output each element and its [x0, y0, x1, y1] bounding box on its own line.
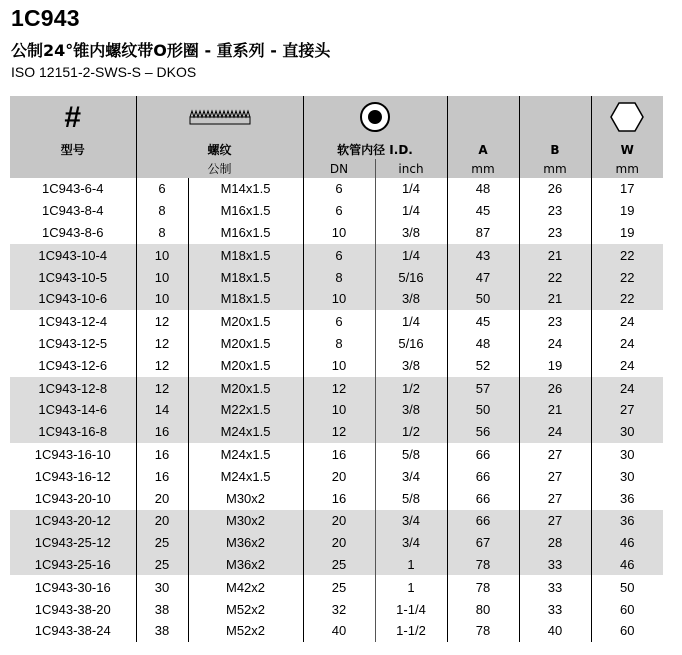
size-cell: 16: [136, 465, 188, 487]
dn-cell: 25: [303, 576, 375, 598]
table-row: [10, 509, 663, 531]
part-number-cell: 1C943-30-16: [10, 576, 136, 598]
b-cell: 23: [519, 310, 591, 332]
part-number-header-icon-cell: [10, 96, 136, 140]
standard-reference: ISO 12151-2-SWS-S – DKOS: [11, 64, 197, 80]
thread-cell: M22x1.5: [188, 399, 303, 421]
b-cell: 26: [519, 178, 591, 200]
thread-cell: M52x2: [188, 598, 303, 620]
w-cell: 30: [591, 443, 663, 465]
w-cell: 30: [591, 421, 663, 443]
part-number-cell: 1C943-10-6: [10, 288, 136, 310]
size-cell: 16: [136, 421, 188, 443]
table-row: [10, 377, 663, 399]
a-cell: 66: [447, 509, 519, 531]
thread-cell: M16x1.5: [188, 200, 303, 222]
b-cell: 23: [519, 222, 591, 244]
page-title: 1C943: [11, 5, 80, 31]
dn-cell: 16: [303, 487, 375, 509]
b-cell: 24: [519, 421, 591, 443]
b-cell: 24: [519, 333, 591, 355]
w-cell: 24: [591, 377, 663, 399]
a-cell: 87: [447, 222, 519, 244]
a-header: A: [447, 140, 519, 159]
b-cell: 22: [519, 266, 591, 288]
dn-cell: 16: [303, 443, 375, 465]
table-row: [10, 244, 663, 266]
w-unit-subheader: mm: [591, 159, 663, 178]
table-row: [10, 178, 663, 200]
inch-cell: 1: [375, 576, 447, 598]
a-cell: 66: [447, 487, 519, 509]
table-row: [10, 310, 663, 332]
b-header-icon-cell: [519, 96, 591, 140]
w-cell: 24: [591, 310, 663, 332]
w-cell: 19: [591, 222, 663, 244]
thread-cell: M18x1.5: [188, 288, 303, 310]
inch-cell: 1/2: [375, 421, 447, 443]
size-cell: 12: [136, 333, 188, 355]
w-cell: 36: [591, 509, 663, 531]
w-cell: 46: [591, 532, 663, 554]
a-cell: 47: [447, 266, 519, 288]
thread-header-icon-cell: [136, 96, 303, 140]
w-cell: 36: [591, 487, 663, 509]
part-number-cell: 1C943-25-12: [10, 532, 136, 554]
b-cell: 33: [519, 598, 591, 620]
size-cell: 30: [136, 576, 188, 598]
inch-cell: 3/8: [375, 288, 447, 310]
thread-cell: M24x1.5: [188, 465, 303, 487]
thread-cell: M14x1.5: [188, 178, 303, 200]
a-cell: 45: [447, 310, 519, 332]
thread-cell: M42x2: [188, 576, 303, 598]
table-row: [10, 576, 663, 598]
size-cell: 38: [136, 598, 188, 620]
w-cell: 19: [591, 200, 663, 222]
part-number-cell: 1C943-8-4: [42, 203, 104, 219]
thread-cell: M30x2: [188, 509, 303, 531]
table-row: [10, 465, 663, 487]
dn-cell: 10: [303, 399, 375, 421]
part-number-cell: 1C943-10-5: [10, 266, 136, 288]
a-unit-subheader: mm: [447, 159, 519, 178]
table-row: [10, 443, 663, 465]
size-cell: 8: [136, 200, 188, 222]
w-cell: 30: [591, 465, 663, 487]
hose-id-header-icon-cell: [303, 96, 447, 140]
b-cell: 21: [519, 399, 591, 421]
dn-cell: 6: [303, 310, 375, 332]
size-cell: 38: [136, 620, 188, 642]
part-number-cell: 1C943-14-6: [10, 399, 136, 421]
w-cell: 22: [591, 244, 663, 266]
hose-bore-icon: [359, 101, 391, 136]
b-unit-subheader: mm: [519, 159, 591, 178]
inch-cell: 3/4: [375, 509, 447, 531]
part-number-cell: 1C943-16-10: [10, 443, 136, 465]
table-row: [10, 288, 663, 310]
thread-header: 螺纹: [136, 140, 303, 159]
dn-cell: 12: [303, 377, 375, 399]
a-cell: 57: [447, 377, 519, 399]
thread-cell: M20x1.5: [188, 377, 303, 399]
part-number-cell: 1C943-8-6: [42, 224, 104, 240]
part-number-cell: 1C943-20-12: [10, 509, 136, 531]
size-cell: 10: [136, 288, 188, 310]
w-cell: 27: [591, 399, 663, 421]
thread-icon: [189, 109, 251, 128]
inch-cell: 5/8: [375, 487, 447, 509]
inch-cell: 3/8: [375, 354, 447, 376]
dn-cell: 20: [303, 509, 375, 531]
part-number-subheader: [10, 159, 136, 178]
thread-cell: M20x1.5: [188, 333, 303, 355]
w-cell: 60: [591, 620, 663, 642]
size-cell: 14: [136, 399, 188, 421]
thread-cell: M52x2: [188, 620, 303, 642]
inch-cell: 1/4: [375, 244, 447, 266]
thread-cell: M18x1.5: [188, 244, 303, 266]
page-subtitle: 公制24°锥内螺纹带O形圈 - 重系列 - 直接头: [11, 41, 331, 60]
a-cell: 66: [447, 443, 519, 465]
size-cell: 8: [136, 222, 188, 244]
b-cell: 28: [519, 532, 591, 554]
thread-cell: M24x1.5: [188, 421, 303, 443]
hexagon-icon: [610, 101, 644, 136]
dn-cell: 6: [303, 200, 375, 222]
spec-table: [10, 96, 663, 642]
inch-subheader: inch: [375, 159, 447, 178]
hash-icon: #: [64, 101, 82, 134]
dn-cell: 25: [303, 554, 375, 576]
thread-cell: M18x1.5: [188, 266, 303, 288]
b-cell: 19: [519, 354, 591, 376]
b-cell: 21: [519, 288, 591, 310]
w-cell: 46: [591, 554, 663, 576]
size-cell: 20: [136, 487, 188, 509]
dn-cell: 10: [303, 354, 375, 376]
w-cell: 50: [591, 576, 663, 598]
a-cell: 78: [447, 620, 519, 642]
w-cell: 60: [591, 598, 663, 620]
a-cell: 45: [447, 200, 519, 222]
w-cell: 17: [591, 178, 663, 200]
inch-cell: 5/16: [375, 333, 447, 355]
b-cell: 26: [519, 377, 591, 399]
part-number-cell: 1C943-20-10: [34, 490, 111, 506]
inch-cell: 3/8: [375, 222, 447, 244]
inch-cell: 1: [375, 554, 447, 576]
dn-cell: 6: [303, 244, 375, 266]
thread-cell: M24x1.5: [188, 443, 303, 465]
b-header: B: [519, 140, 591, 159]
b-cell: 21: [519, 244, 591, 266]
dn-cell: 10: [303, 222, 375, 244]
inch-cell: 3/4: [375, 465, 447, 487]
table-row: [10, 532, 663, 554]
w-cell: 22: [591, 288, 663, 310]
hose-id-header: 软管内径 I.D.: [303, 140, 447, 159]
table-row: [10, 421, 663, 443]
a-cell: 67: [447, 532, 519, 554]
a-cell: 52: [447, 354, 519, 376]
inch-cell: 3/8: [375, 399, 447, 421]
dn-cell: 8: [303, 333, 375, 355]
table-row: [10, 554, 663, 576]
table-row: [10, 266, 663, 288]
part-number-cell: 1C943-12-6: [38, 357, 108, 373]
b-cell: 40: [519, 620, 591, 642]
dn-cell: 32: [303, 598, 375, 620]
size-cell: 25: [136, 532, 188, 554]
thread-cell: M30x2: [188, 487, 303, 509]
part-number-cell: 1C943-16-8: [10, 421, 136, 443]
dn-cell: 20: [303, 465, 375, 487]
part-number-cell: 1C943-6-4: [42, 181, 104, 197]
a-cell: 66: [447, 465, 519, 487]
size-cell: 12: [136, 310, 188, 332]
size-cell: 20: [136, 509, 188, 531]
w-cell: 24: [591, 333, 663, 355]
w-cell: 24: [591, 354, 663, 376]
table-row: [10, 222, 663, 244]
table-row: [10, 399, 663, 421]
thread-cell: M16x1.5: [188, 222, 303, 244]
w-cell: 22: [591, 266, 663, 288]
part-number-cell: 1C943-12-8: [10, 377, 136, 399]
w-header-icon-cell: [591, 96, 663, 140]
size-cell: 12: [136, 377, 188, 399]
part-number-cell: 1C943-38-20: [34, 601, 111, 617]
part-number-cell: 1C943-10-4: [10, 244, 136, 266]
a-header-icon-cell: [447, 96, 519, 140]
size-cell: 25: [136, 554, 188, 576]
inch-cell: 3/4: [375, 532, 447, 554]
dn-subheader: DN: [303, 159, 375, 178]
a-cell: 78: [447, 554, 519, 576]
inch-cell: 1/2: [375, 377, 447, 399]
b-cell: 27: [519, 465, 591, 487]
b-cell: 33: [519, 576, 591, 598]
table-row: [10, 598, 663, 620]
dn-cell: 12: [303, 421, 375, 443]
size-cell: 16: [136, 443, 188, 465]
a-cell: 50: [447, 288, 519, 310]
thread-cell: M20x1.5: [188, 354, 303, 376]
table-row: [10, 333, 663, 355]
size-cell: 12: [136, 354, 188, 376]
part-number-cell: 1C943-12-5: [38, 335, 108, 351]
inch-cell: 1/4: [375, 310, 447, 332]
inch-cell: 1-1/2: [375, 620, 447, 642]
thread-subheader: 公制: [136, 159, 303, 178]
a-cell: 78: [447, 576, 519, 598]
a-cell: 48: [447, 178, 519, 200]
b-cell: 33: [519, 554, 591, 576]
dn-cell: 20: [303, 532, 375, 554]
dn-cell: 8: [303, 266, 375, 288]
thread-cell: M36x2: [188, 554, 303, 576]
part-number-cell: 1C943-38-24: [34, 623, 111, 639]
a-cell: 50: [447, 399, 519, 421]
size-cell: 6: [136, 178, 188, 200]
dn-cell: 6: [303, 178, 375, 200]
w-header: W: [591, 140, 663, 159]
a-cell: 43: [447, 244, 519, 266]
table-row: [10, 200, 663, 222]
part-number-cell: 1C943-25-16: [10, 554, 136, 576]
dn-cell: 40: [303, 620, 375, 642]
table-row: [10, 620, 663, 642]
part-number-header: 型号: [60, 143, 85, 157]
size-cell: 10: [136, 244, 188, 266]
inch-cell: 5/16: [375, 266, 447, 288]
table-row: [10, 487, 663, 509]
dn-cell: 10: [303, 288, 375, 310]
a-cell: 56: [447, 421, 519, 443]
thread-cell: M20x1.5: [188, 310, 303, 332]
b-cell: 27: [519, 509, 591, 531]
inch-cell: 1/4: [375, 200, 447, 222]
inch-cell: 1/4: [375, 178, 447, 200]
inch-cell: 1-1/4: [375, 598, 447, 620]
b-cell: 23: [519, 200, 591, 222]
b-cell: 27: [519, 443, 591, 465]
a-cell: 80: [447, 598, 519, 620]
part-number-cell: 1C943-12-4: [10, 310, 136, 332]
a-cell: 48: [447, 333, 519, 355]
spec-table-body: [10, 178, 663, 642]
thread-cell: M36x2: [188, 532, 303, 554]
inch-cell: 5/8: [375, 443, 447, 465]
size-cell: 10: [136, 266, 188, 288]
table-row: [10, 354, 663, 376]
part-number-cell: 1C943-16-12: [34, 468, 111, 484]
b-cell: 27: [519, 487, 591, 509]
